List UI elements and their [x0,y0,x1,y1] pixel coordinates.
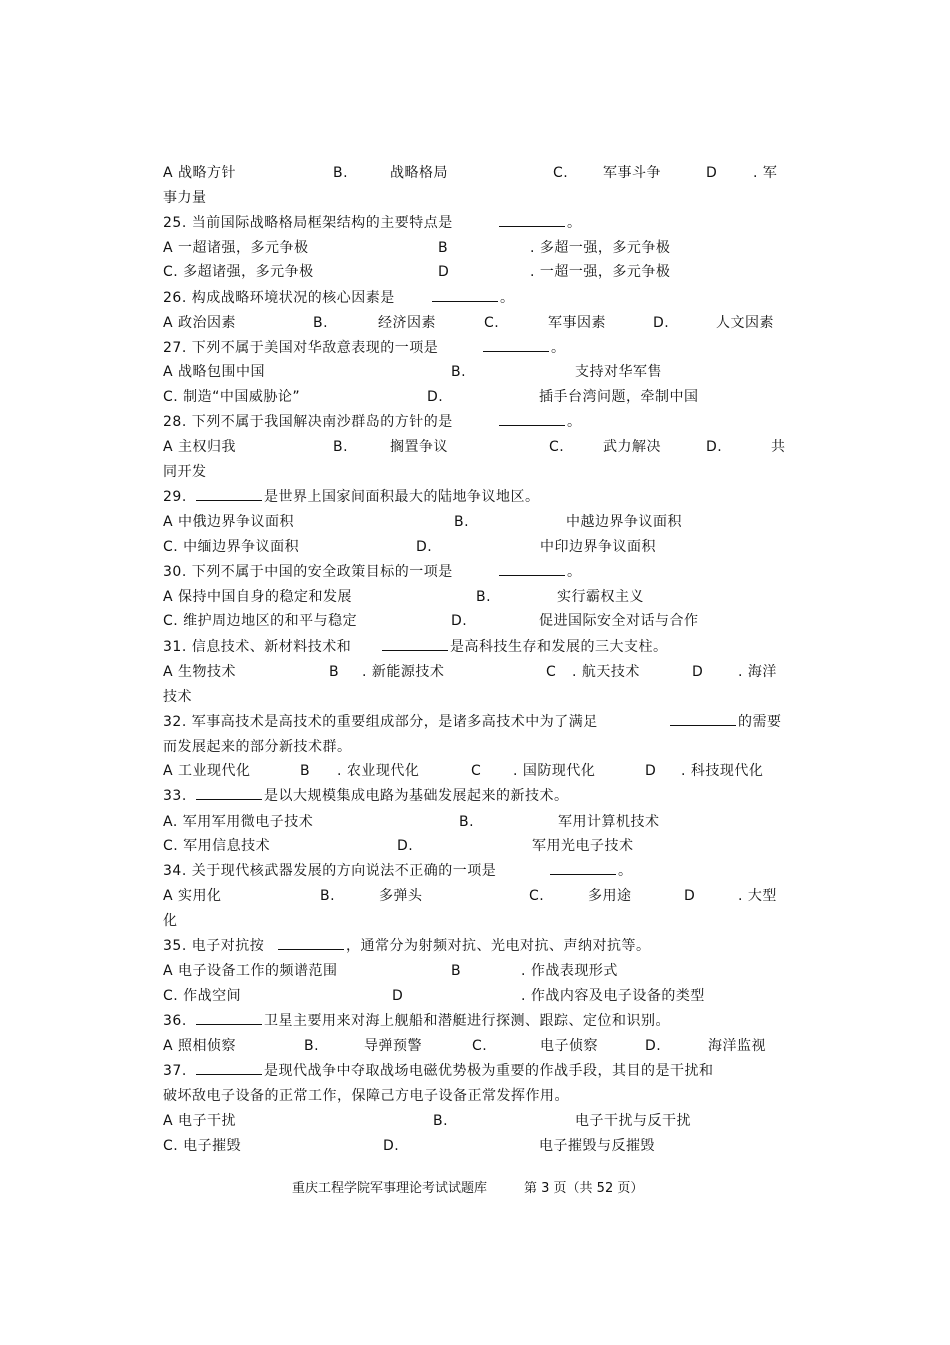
option-text: 共 [771,439,786,455]
option-letter: D [438,264,450,280]
footer-page-number: 第 3 页（共 52 页） [524,1181,644,1196]
question-33-number: 33. [163,788,187,804]
option-text: A 电子设备工作的频谱范围 [163,963,338,979]
option-text: A 照相侦察 [163,1038,237,1054]
option-letter: B. [333,439,349,455]
option-text: A 工业现代化 [163,763,251,779]
option-text: 海洋监视 [708,1038,766,1054]
option-text: . 航天技术 [572,664,640,680]
option-text: . 农业现代化 [337,763,420,779]
option-text: 经济因素 [378,315,436,331]
option-text: 军事因素 [548,315,606,331]
option-text: 战略格局 [390,165,448,181]
option-letter: D. [416,539,433,555]
option-letter: B. [304,1038,320,1054]
question-36-number: 36. [163,1013,187,1029]
question-32-cont: 的需要 [668,713,782,731]
question-29-number: 29. [163,489,187,505]
option-letter: B. [454,514,470,530]
option-text: C. 多超诸强，多元争极 [163,264,314,280]
footer-school: 重庆工程学院军事理论考试试题库 [292,1181,488,1196]
option-text: 军事斗争 [603,165,661,181]
option-letter: D. [645,1038,662,1054]
option-text: 电子侦察 [540,1038,598,1054]
option-letter: D. [427,389,444,405]
option-continuation: 同开发 [163,464,207,480]
option-continuation: 化 [163,913,178,929]
option-text: . 作战表现形式 [521,963,618,979]
option-text: . 军 [753,165,778,181]
option-letter: B. [476,589,492,605]
option-text: A. 军用军用微电子技术 [163,814,314,830]
option-text: A 中俄边界争议面积 [163,514,295,530]
question-27: 27. 下列不属于美国对华敌意表现的一项是 [163,340,439,356]
option-letter: D [392,988,404,1004]
option-text: A 电子干扰 [163,1113,237,1129]
option-letter: C [471,763,482,779]
option-text: . 大型 [738,888,777,904]
question-31-cont: 是高科技生存和发展的三大支柱。 [380,638,668,656]
option-text: A 生物技术 [163,664,237,680]
option-text: 导弹预警 [364,1038,422,1054]
answer-blank: 。 [430,289,515,307]
option-text: 搁置争议 [390,439,448,455]
option-letter: B. [433,1113,449,1129]
option-letter: D [692,664,704,680]
question-25: 25. 当前国际战略格局框架结构的主要特点是 [163,215,453,231]
answer-blank: 。 [497,214,582,232]
option-letter: D [684,888,696,904]
question-33: 是以大规模集成电路为基础发展起来的新技术。 [194,787,569,805]
question-37-number: 37. [163,1063,187,1079]
option-letter: B. [313,315,329,331]
option-text: . 科技现代化 [681,763,764,779]
option-letter: B. [451,364,467,380]
option-letter: C. [472,1038,488,1054]
option-text: A 战略方针 [163,165,237,181]
answer-blank: 。 [548,862,633,880]
question-28: 28. 下列不属于我国解决南沙群岛的方针的是 [163,414,453,430]
question-30: 30. 下列不属于中国的安全政策目标的一项是 [163,564,453,580]
option-text: . 多超一强，多元争极 [530,240,671,256]
option-text: A 政治因素 [163,315,237,331]
option-text: 多弹头 [379,888,423,904]
question-37-line2: 破坏敌电子设备的正常工作，保障己方电子设备正常发挥作用。 [163,1088,569,1104]
option-letter: B. [320,888,336,904]
question-32: 32. 军事高技术是高技术的重要组成部分，是诸多高技术中为了满足 [163,714,598,730]
option-text: C. 制造“中国威胁论” [163,389,301,405]
option-text: C. 作战空间 [163,988,242,1004]
option-text: . 国防现代化 [513,763,596,779]
option-letter: B [300,763,311,779]
option-letter: C. [549,439,565,455]
question-34: 34. 关于现代核武器发展的方向说法不正确的一项是 [163,863,497,879]
option-text: 军用计算机技术 [558,814,660,830]
option-text: 军用光电子技术 [532,838,634,854]
option-letter: B [438,240,449,256]
option-text: A 一超诸强，多元争极 [163,240,309,256]
option-letter: D [645,763,657,779]
option-text: A 战略包围中国 [163,364,266,380]
option-letter: D. [397,838,414,854]
answer-blank: 。 [497,413,582,431]
option-text: 中越边界争议面积 [566,514,682,530]
option-text: A 实用化 [163,888,222,904]
question-26: 26. 构成战略环境状况的核心因素是 [163,290,395,306]
option-text: . 海洋 [738,664,777,680]
option-text: C. 电子摧毁 [163,1138,242,1154]
option-letter: C. [529,888,545,904]
question-36: 卫星主要用来对海上舰船和潜艇进行探测、跟踪、定位和识别。 [194,1012,670,1030]
option-text: C. 中缅边界争议面积 [163,539,300,555]
option-letter: D. [653,315,670,331]
option-text: 支持对华军售 [575,364,662,380]
option-continuation: 事力量 [163,190,207,206]
option-letter: D [706,165,718,181]
question-37: 是现代战争中夺取战场电磁优势极为重要的作战手段，其目的是干扰和 [194,1062,714,1080]
answer-blank: 。 [481,339,566,357]
question-35: 35. 电子对抗按 [163,938,265,954]
option-text: . 作战内容及电子设备的类型 [521,988,705,1004]
option-text: C. 维护周边地区的和平与稳定 [163,613,358,629]
option-letter: D. [706,439,723,455]
option-text: 武力解决 [603,439,661,455]
option-letter: C. [553,165,569,181]
option-text: A 主权归我 [163,439,237,455]
option-text: A 保持中国自身的稳定和发展 [163,589,353,605]
question-32-line2: 而发展起来的部分新技术群。 [163,739,352,755]
option-text: 人文因素 [716,315,774,331]
question-29: 是世界上国家间面积最大的陆地争议地区。 [194,488,540,506]
option-continuation: 技术 [163,689,192,705]
option-letter: B [451,963,462,979]
option-text: 中印边界争议面积 [540,539,656,555]
question-31: 31. 信息技术、新材料技术和 [163,639,352,655]
question-35-cont: ，通常分为射频对抗、光电对抗、声纳对抗等。 [276,937,651,955]
option-text: 促进国际安全对话与合作 [539,613,699,629]
option-letter: D. [451,613,468,629]
option-text: . 一超一强，多元争极 [530,264,671,280]
option-letter: C [546,664,557,680]
option-letter: B. [459,814,475,830]
option-letter: B. [333,165,349,181]
answer-blank: 。 [497,563,582,581]
option-text: 电子摧毁与反摧毁 [539,1138,655,1154]
option-text: . 新能源技术 [362,664,445,680]
option-text: C. 军用信息技术 [163,838,271,854]
option-letter: D. [383,1138,400,1154]
option-text: 电子干扰与反干扰 [575,1113,691,1129]
option-text: 多用途 [588,888,632,904]
option-letter: C. [484,315,500,331]
option-text: 实行霸权主义 [557,589,644,605]
option-letter: B [329,664,340,680]
option-text: 插手台湾问题，牵制中国 [539,389,699,405]
